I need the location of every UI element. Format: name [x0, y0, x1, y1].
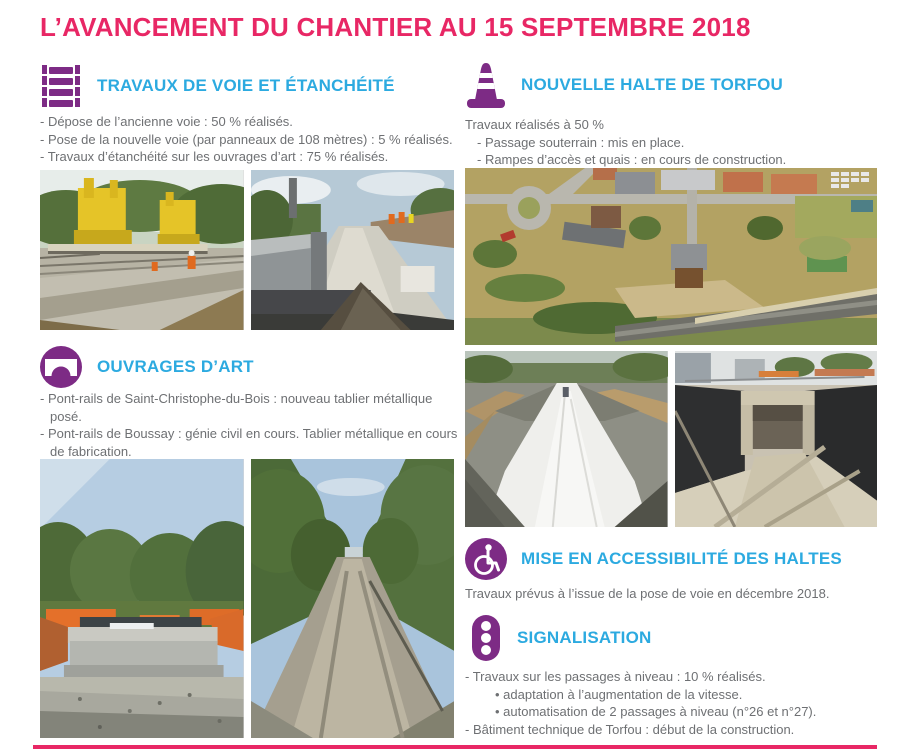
traffic-signal-icon	[468, 613, 504, 663]
section-header-travaux-voie	[38, 62, 395, 110]
bridge-arch-icon	[38, 344, 84, 390]
section-header-halte-torfou	[464, 60, 783, 110]
section-header-ouvrages-dart	[38, 344, 254, 390]
list-item: - Passage souterrain : mis en place.	[477, 134, 685, 150]
accessibilite-text: Travaux prévus à l’issue de la pose de voie en décembre 2018.	[465, 586, 830, 601]
wheelchair-icon	[464, 537, 508, 581]
page-title: L’AVANCEMENT DU CHANTIER AU 15 SEPTEMBRE 2018	[40, 12, 751, 42]
underpass-construction-photo	[675, 351, 878, 527]
bridge-abutment-worksite-photo	[40, 459, 244, 738]
list-item: - Dépose de l’ancienne voie : 50 % réalisés.	[40, 114, 293, 129]
list-item: - Bâtiment technique de Torfou : début de la construction.	[465, 721, 795, 737]
track-laying-machine-photo	[40, 170, 244, 330]
list-item: • adaptation à l’augmentation de la vitesse.	[495, 686, 743, 702]
section-title: TRAVAUX DE VOIE ET ÉTANCHÉITÉ	[97, 76, 395, 95]
halte-torfou-photo-row	[465, 351, 877, 527]
gravel-trackbed-path-photo	[251, 459, 455, 738]
traffic-cone-icon	[464, 60, 508, 110]
geotextile-trackbed-photo	[465, 351, 668, 527]
section-header-signalisation	[468, 613, 652, 663]
bottom-divider	[33, 745, 877, 749]
travaux-voie-list	[40, 113, 460, 166]
list-item: - Travaux sur les passages à niveau : 10 % réalisés.	[465, 669, 766, 684]
halte-torfou-text	[465, 116, 877, 169]
list-item: • automatisation de 2 passages à niveau (n°26 et n°27).	[495, 704, 817, 719]
section-header-accessibilite	[464, 537, 842, 581]
ouvrages-dart-list	[40, 390, 460, 460]
list-item: - Pose de la nouvelle voie (par panneaux de 108 mètres) : 5 % réalisés.	[40, 131, 453, 147]
signalisation-list	[465, 668, 879, 738]
torfou-list	[465, 134, 877, 169]
list-item: - Pont-rails de Saint-Christophe-du-Bois : nouveau tablier métallique posé.	[40, 391, 433, 424]
section-title: NOUVELLE HALTE DE TORFOU	[521, 75, 784, 94]
list-item: - Travaux d’étanchéité sur les ouvrages d’art : 75 % réalisés.	[40, 149, 389, 164]
travaux-voie-photo-row	[40, 170, 454, 330]
list-item: - Rampes d’accès et quais : en cours de construction.	[477, 152, 787, 167]
ouvrages-dart-photo-row	[40, 459, 454, 738]
section-title: MISE EN ACCESSIBILITÉ DES HALTES	[521, 549, 842, 568]
section-title: OUVRAGES D’ART	[97, 357, 254, 376]
list-item: - Pont-rails de Boussay : génie civil en cours. Tablier métallique en cours de fabrication.	[40, 426, 458, 459]
bridge-deck-waterproofing-photo	[251, 170, 455, 330]
railway-track-icon	[38, 62, 84, 110]
section-title: SIGNALISATION	[517, 628, 652, 647]
torfou-intro: Travaux réalisés à 50 %	[465, 117, 604, 132]
aerial-site-photo	[465, 168, 877, 345]
